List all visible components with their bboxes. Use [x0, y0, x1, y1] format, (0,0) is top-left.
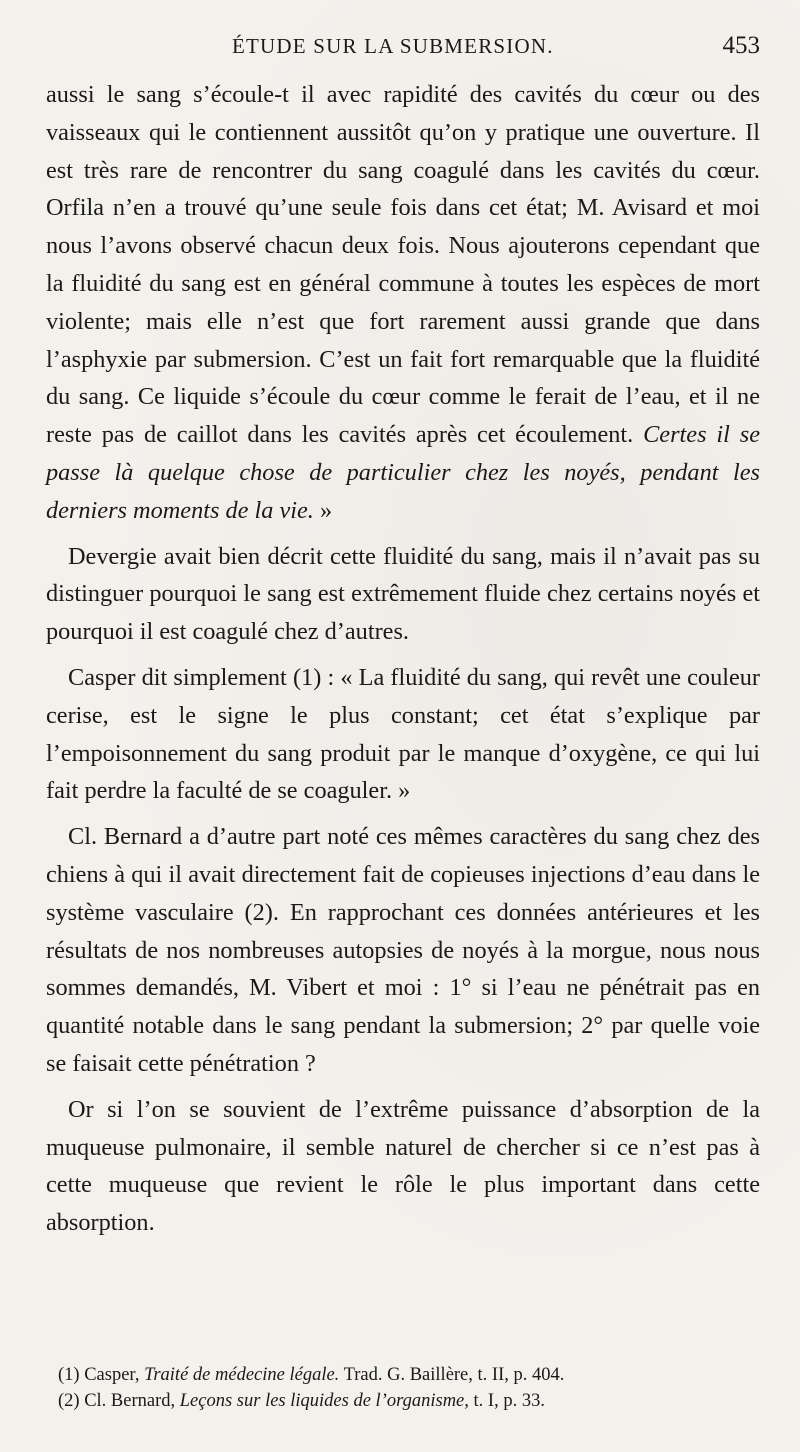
footnote-text: t. I, p. 33.	[468, 1391, 545, 1411]
paragraph-3	[46, 659, 760, 810]
italic-quote: Certes il se passe là quelque chose de particulier chez les noyés, pendant les derniers moments de la vie.	[46, 421, 760, 524]
footnote-1	[58, 1362, 758, 1388]
paragraph-2	[46, 538, 760, 651]
footnote-text: (1) Casper,	[58, 1365, 145, 1385]
paragraph-5	[46, 1091, 760, 1242]
text-run: Cl. Bernard a d’autre part noté ces mêmes caractères du sang chez des chiens à qui il avait directement fait de copieuses injections d’eau dans le système vasculaire (2). En rapprochant ces données antérieures et les résultats de nos nombreuses autopsies de noyés à la morgue, nous nous sommes demandés, M. Vibert et moi : 1° si l’eau ne pénétrait pas en quantité notable dans le sang pendant la submersion; 2° par quelle voie se faisait cette pénétration ?	[46, 823, 760, 1077]
text-run: Or si l’on se souvient de l’extrême puissance d’absorption de la muqueuse pulmonaire, il semble naturel de chercher si ce n’est pas à cette muqueuse que revient le rôle le plus important dans cette absorption.	[46, 1095, 760, 1237]
page-header	[0, 34, 800, 70]
paragraph-1	[46, 76, 760, 530]
running-title: ÉTUDE SUR LA SUBMERSION.	[232, 34, 554, 58]
footnote-title: Traité de médecine légale.	[144, 1365, 340, 1385]
paragraph-4	[46, 818, 760, 1083]
footnote-text: Trad. G. Baillère, t. II, p. 404.	[339, 1365, 565, 1385]
footnote-text: (2) Cl. Bernard,	[58, 1391, 180, 1411]
text-run: Casper dit simplement (1) : « La fluidité du sang, qui revêt une couleur cerise, est le signe le plus constant; cet état s’explique par l’empoisonnement du sang produit par le manque d’oxygène, ce qui lui fait perdre la faculté de se coaguler. »	[46, 663, 760, 805]
text-run: aussi le sang s’écoule-t il avec rapidité des cavités du cœur ou des vaisseaux qui le contiennent aussitôt qu’on y pratique une ouverture. Il est très rare de rencontrer du sang coagulé dans les cavités du cœur. Orfila n’en a trouvé qu’une seule fois dans cet état; M. Avisard et moi nous l’avons observé chacun deux fois. Nous ajouterons cependant que la fluidité du sang est en général commune à toutes les espèces de mort violente; mais elle n’est que fort rarement aussi grande que dans l’asphyxie par submersion. C’est un fait fort remarquable que la fluidité du sang. Ce liquide s’écoule du cœur comme le ferait de l’eau, et il ne reste pas de caillot dans les cavités après cet écoulement.	[46, 81, 760, 449]
text-run: »	[313, 496, 333, 524]
text-run: Devergie avait bien décrit cette fluidité du sang, mais il n’avait pas su distinguer pourquoi le sang est extrêmement fluide chez certains noyés et pourquoi il est coagulé chez d’autres.	[46, 542, 760, 646]
footnote-title: Leçons sur les liquides de l’organisme,	[179, 1391, 469, 1411]
footnotes	[58, 1362, 758, 1414]
page-number: 453	[722, 32, 760, 59]
footnote-2	[58, 1388, 758, 1414]
body-text	[46, 76, 760, 1242]
